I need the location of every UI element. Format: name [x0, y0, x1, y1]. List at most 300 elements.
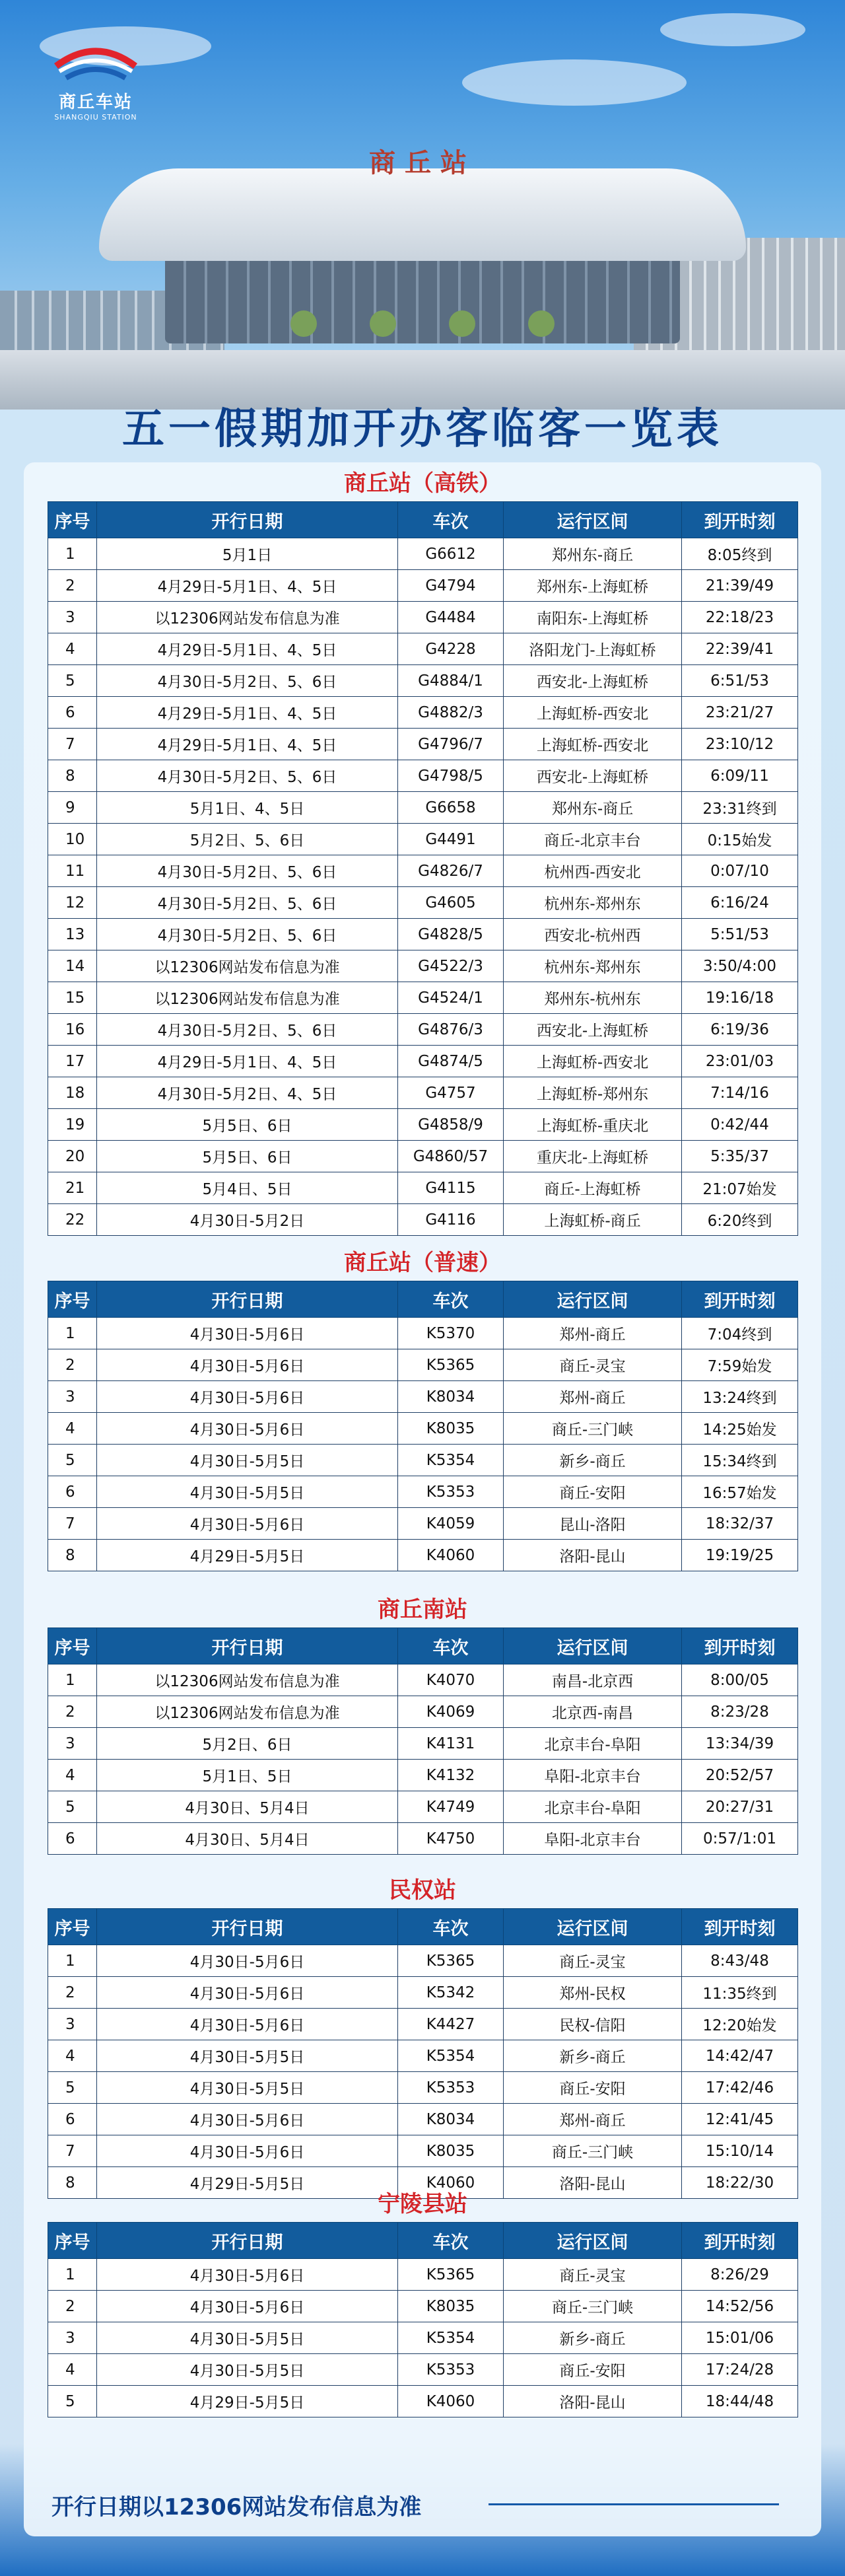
table-cell: K4070	[398, 1664, 504, 1696]
table-cell: 4月30日、5月4日	[97, 1823, 398, 1855]
table-cell: 北京丰台-阜阳	[504, 1728, 682, 1760]
table-row	[48, 1445, 798, 1476]
table-cell: 上海虹桥-西安北	[504, 697, 682, 729]
table-cell: G4860/57	[398, 1141, 504, 1172]
table-cell: G4826/7	[398, 855, 504, 887]
table-cell: 洛阳-昆山	[504, 1540, 682, 1571]
table-row	[48, 2386, 798, 2417]
table-row	[48, 1381, 798, 1413]
table-cell: 4月29日-5月5日	[97, 2167, 398, 2199]
table-cell: 4月29日-5月5日	[97, 1540, 398, 1571]
table-cell: 南昌-北京西	[504, 1664, 682, 1696]
table-cell: 民权-信阳	[504, 2009, 682, 2040]
table-cell: 4月30日-5月6日	[97, 1349, 398, 1381]
table-cell: 4月30日-5月6日	[97, 2291, 398, 2322]
schedule-table	[48, 1628, 798, 1855]
column-header: 运行区间	[504, 1281, 682, 1318]
table-cell: 商丘-安阳	[504, 2072, 682, 2104]
table-row	[48, 570, 798, 602]
table-row	[48, 2259, 798, 2291]
table-cell: 1	[48, 538, 97, 570]
table-cell: 4月30日-5月6日	[97, 1977, 398, 2009]
table-row	[48, 1791, 798, 1823]
table-cell: 2	[48, 1696, 97, 1728]
table-cell: 4月30日-5月2日、5、6日	[97, 919, 398, 950]
table-cell: 18	[48, 1077, 97, 1109]
table-cell: 4月30日-5月6日	[97, 2135, 398, 2167]
table-cell: G4876/3	[398, 1014, 504, 1046]
table-cell: 北京西-南昌	[504, 1696, 682, 1728]
table-row	[48, 1664, 798, 1696]
table-cell: G4115	[398, 1172, 504, 1204]
table-cell: 23:31终到	[682, 792, 798, 824]
table-cell: 郑州-商丘	[504, 1318, 682, 1349]
table-cell: 郑州东-商丘	[504, 792, 682, 824]
table-cell: K4427	[398, 2009, 504, 2040]
table-cell: 20	[48, 1141, 97, 1172]
table-cell: 上海虹桥-商丘	[504, 1204, 682, 1236]
table-cell: 11	[48, 855, 97, 887]
table-cell: 北京丰台-阜阳	[504, 1791, 682, 1823]
table-cell: 4月30日-5月6日	[97, 2104, 398, 2135]
column-header: 开行日期	[97, 2223, 398, 2259]
column-header: 车次	[398, 502, 504, 538]
table-row	[48, 1413, 798, 1445]
column-header: 开行日期	[97, 502, 398, 538]
table-cell: 10	[48, 824, 97, 855]
table-cell: 5	[48, 2072, 97, 2104]
tree	[290, 310, 317, 337]
table-cell: 3	[48, 1728, 97, 1760]
table-cell: K4069	[398, 1696, 504, 1728]
column-header: 到开时刻	[682, 1628, 798, 1664]
table-cell: 3	[48, 2322, 97, 2354]
table-cell: 0:42/44	[682, 1109, 798, 1141]
table-header-row	[48, 1909, 798, 1945]
table-cell: 商丘-上海虹桥	[504, 1172, 682, 1204]
column-header: 运行区间	[504, 1628, 682, 1664]
table-cell: K5353	[398, 2072, 504, 2104]
table-cell: 上海虹桥-西安北	[504, 1046, 682, 1077]
table-cell: 12:41/45	[682, 2104, 798, 2135]
table-cell: 6:09/11	[682, 760, 798, 792]
cloud	[462, 59, 687, 106]
tree	[528, 310, 555, 337]
table-row	[48, 1508, 798, 1540]
table-cell: 6	[48, 697, 97, 729]
table-row	[48, 1204, 798, 1236]
table-cell: 22	[48, 1204, 97, 1236]
table-cell: 郑州东-杭州东	[504, 982, 682, 1014]
table-row	[48, 950, 798, 982]
table-cell: 4月29日-5月1日、4、5日	[97, 570, 398, 602]
table-cell: 7	[48, 2135, 97, 2167]
table-cell: 郑州东-上海虹桥	[504, 570, 682, 602]
table-cell: 4	[48, 2040, 97, 2072]
table-cell: K8034	[398, 2104, 504, 2135]
table-cell: K5354	[398, 2322, 504, 2354]
table-cell: 21:39/49	[682, 570, 798, 602]
table-cell: K5353	[398, 2354, 504, 2386]
column-header: 到开时刻	[682, 1909, 798, 1945]
table-cell: 5月2日、6日	[97, 1728, 398, 1760]
table-cell: 5:35/37	[682, 1141, 798, 1172]
section-minquan	[48, 1873, 797, 2199]
column-header: 到开时刻	[682, 1281, 798, 1318]
table-cell: K4749	[398, 1791, 504, 1823]
table-cell: 23:21/27	[682, 697, 798, 729]
table-cell: 4月30日-5月6日	[97, 1413, 398, 1445]
table-row	[48, 982, 798, 1014]
table-cell: 4月30日-5月5日	[97, 2354, 398, 2386]
table-cell: K4060	[398, 2167, 504, 2199]
table-row	[48, 2104, 798, 2135]
table-cell: 5月1日	[97, 538, 398, 570]
column-header: 到开时刻	[682, 502, 798, 538]
table-cell: 商丘-灵宝	[504, 1945, 682, 1977]
table-cell: 上海虹桥-郑州东	[504, 1077, 682, 1109]
table-cell: G6658	[398, 792, 504, 824]
table-row	[48, 2072, 798, 2104]
section-gaotie	[48, 466, 797, 1236]
table-cell: 5月2日、5、6日	[97, 824, 398, 855]
table-cell: 商丘-灵宝	[504, 2259, 682, 2291]
table-cell: 8:43/48	[682, 1945, 798, 1977]
table-cell: 南阳东-上海虹桥	[504, 602, 682, 633]
table-cell: 17	[48, 1046, 97, 1077]
schedule-table	[48, 501, 798, 1236]
table-header-row	[48, 502, 798, 538]
table-cell: 6:51/53	[682, 665, 798, 697]
table-cell: K4131	[398, 1728, 504, 1760]
table-row	[48, 1696, 798, 1728]
table-cell: 4月30日-5月2日、5、6日	[97, 855, 398, 887]
table-cell: 商丘-安阳	[504, 2354, 682, 2386]
table-cell: 4月30日-5月2日、4、5日	[97, 1077, 398, 1109]
table-cell: 郑州-商丘	[504, 2104, 682, 2135]
table-row	[48, 919, 798, 950]
column-header: 序号	[48, 2223, 97, 2259]
table-cell: 洛阳-昆山	[504, 2386, 682, 2417]
logo-name-en: SHANGQIU STATION	[54, 113, 137, 122]
table-cell: 8	[48, 2167, 97, 2199]
table-cell: 4月30日-5月2日、5、6日	[97, 1014, 398, 1046]
table-cell: 7:14/16	[682, 1077, 798, 1109]
table-cell: 以12306网站发布信息为准	[97, 950, 398, 982]
table-cell: 3	[48, 602, 97, 633]
table-row	[48, 1014, 798, 1046]
table-row	[48, 1977, 798, 2009]
section-title: 商丘南站	[378, 1596, 467, 1623]
table-row	[48, 1945, 798, 1977]
table-cell: 西安北-杭州西	[504, 919, 682, 950]
table-cell: G4524/1	[398, 982, 504, 1014]
table-row	[48, 1318, 798, 1349]
table-cell: K4132	[398, 1760, 504, 1791]
column-header: 序号	[48, 1909, 97, 1945]
table-cell: 0:15始发	[682, 824, 798, 855]
table-cell: 昆山-洛阳	[504, 1508, 682, 1540]
table-row	[48, 1172, 798, 1204]
table-cell: 8	[48, 1540, 97, 1571]
table-cell: 商丘-北京丰台	[504, 824, 682, 855]
table-row	[48, 697, 798, 729]
table-row	[48, 729, 798, 760]
table-row	[48, 760, 798, 792]
table-row	[48, 1046, 798, 1077]
column-header: 序号	[48, 1628, 97, 1664]
table-cell: 15:10/14	[682, 2135, 798, 2167]
schedule-table	[48, 1908, 798, 2199]
table-cell: 上海虹桥-重庆北	[504, 1109, 682, 1141]
table-cell: 5	[48, 1445, 97, 1476]
cloud	[660, 13, 805, 46]
table-cell: 西安北-上海虹桥	[504, 760, 682, 792]
table-cell: 重庆北-上海虹桥	[504, 1141, 682, 1172]
table-cell: 13:34/39	[682, 1728, 798, 1760]
column-header: 车次	[398, 1628, 504, 1664]
section-title: 商丘站（普速）	[344, 1250, 501, 1276]
table-cell: 7	[48, 1508, 97, 1540]
table-cell: 商丘-安阳	[504, 1476, 682, 1508]
table-cell: 14:52/56	[682, 2291, 798, 2322]
table-row	[48, 2291, 798, 2322]
section-shangqiu-nan	[48, 1592, 797, 1855]
table-cell: K5354	[398, 1445, 504, 1476]
table-cell: K5365	[398, 1945, 504, 1977]
table-row	[48, 633, 798, 665]
table-row	[48, 2040, 798, 2072]
table-row	[48, 855, 798, 887]
table-cell: K5353	[398, 1476, 504, 1508]
table-cell: 0:57/1:01	[682, 1823, 798, 1855]
column-header: 运行区间	[504, 502, 682, 538]
table-cell: 郑州-商丘	[504, 1381, 682, 1413]
table-cell: 新乡-商丘	[504, 1445, 682, 1476]
table-cell: 8:26/29	[682, 2259, 798, 2291]
table-cell: 5月1日、4、5日	[97, 792, 398, 824]
table-cell: K5365	[398, 1349, 504, 1381]
table-cell: K4060	[398, 1540, 504, 1571]
table-cell: 17:24/28	[682, 2354, 798, 2386]
table-cell: K4059	[398, 1508, 504, 1540]
table-cell: 4月29日-5月1日、4、5日	[97, 729, 398, 760]
railway-logo-icon	[50, 40, 142, 86]
building-roof	[99, 168, 746, 261]
table-cell: 3:50/4:00	[682, 950, 798, 982]
table-row	[48, 792, 798, 824]
table-cell: 4月30日、5月4日	[97, 1791, 398, 1823]
table-cell: 新乡-商丘	[504, 2040, 682, 2072]
table-cell: 西安北-上海虹桥	[504, 1014, 682, 1046]
table-cell: 5	[48, 1791, 97, 1823]
table-cell: G4796/7	[398, 729, 504, 760]
table-cell: 22:18/23	[682, 602, 798, 633]
station-sign: 商丘站	[369, 147, 476, 178]
table-cell: 以12306网站发布信息为准	[97, 602, 398, 633]
table-cell: K5365	[398, 2259, 504, 2291]
table-cell: G4484	[398, 602, 504, 633]
table-cell: G4874/5	[398, 1046, 504, 1077]
table-cell: 8	[48, 760, 97, 792]
table-cell: 4月30日-5月5日	[97, 2040, 398, 2072]
table-cell: 2	[48, 570, 97, 602]
table-cell: 18:44/48	[682, 2386, 798, 2417]
column-header: 车次	[398, 1909, 504, 1945]
table-cell: 阜阳-北京丰台	[504, 1760, 682, 1791]
table-cell: 18:22/30	[682, 2167, 798, 2199]
table-cell: 21:07始发	[682, 1172, 798, 1204]
table-cell: 4月30日-5月5日	[97, 1476, 398, 1508]
table-cell: 4月30日-5月5日	[97, 2322, 398, 2354]
table-cell: 15:01/06	[682, 2322, 798, 2354]
section-title: 宁陵县站	[378, 2191, 467, 2217]
table-cell: 4月30日-5月6日	[97, 2259, 398, 2291]
table-cell: 14:25始发	[682, 1413, 798, 1445]
table-cell: 5月5日、6日	[97, 1141, 398, 1172]
table-row	[48, 1476, 798, 1508]
table-cell: 19	[48, 1109, 97, 1141]
table-cell: 7:59始发	[682, 1349, 798, 1381]
table-cell: 19:16/18	[682, 982, 798, 1014]
table-cell: K5354	[398, 2040, 504, 2072]
table-cell: 7	[48, 729, 97, 760]
table-cell: K5370	[398, 1318, 504, 1349]
table-row	[48, 824, 798, 855]
table-cell: 5	[48, 2386, 97, 2417]
table-cell: 21	[48, 1172, 97, 1204]
table-cell: 8:00/05	[682, 1664, 798, 1696]
table-row	[48, 1077, 798, 1109]
table-row	[48, 665, 798, 697]
section-title: 民权站	[389, 1877, 456, 1904]
table-cell: 4月30日-5月6日	[97, 1508, 398, 1540]
table-cell: 4月30日-5月6日	[97, 1318, 398, 1349]
table-cell: 4	[48, 633, 97, 665]
column-header: 到开时刻	[682, 2223, 798, 2259]
table-cell: 商丘-灵宝	[504, 1349, 682, 1381]
table-cell: 4月30日-5月2日、5、6日	[97, 665, 398, 697]
tree	[370, 310, 396, 337]
table-cell: 22:39/41	[682, 633, 798, 665]
table-cell: 14:42/47	[682, 2040, 798, 2072]
footer-divider	[489, 2503, 779, 2505]
table-cell: 4月29日-5月1日、4、5日	[97, 697, 398, 729]
table-cell: 商丘-三门峡	[504, 2291, 682, 2322]
table-cell: 4月30日-5月6日	[97, 1381, 398, 1413]
table-cell: G4757	[398, 1077, 504, 1109]
table-cell: 洛阳龙门-上海虹桥	[504, 633, 682, 665]
table-cell: G4884/1	[398, 665, 504, 697]
table-cell: 6	[48, 1823, 97, 1855]
table-cell: 5:51/53	[682, 919, 798, 950]
table-row	[48, 1109, 798, 1141]
table-cell: K4060	[398, 2386, 504, 2417]
table-cell: G4882/3	[398, 697, 504, 729]
table-cell: 阜阳-北京丰台	[504, 1823, 682, 1855]
table-cell: G4794	[398, 570, 504, 602]
table-cell: 6:19/36	[682, 1014, 798, 1046]
table-cell: 以12306网站发布信息为准	[97, 1664, 398, 1696]
table-cell: 2	[48, 2291, 97, 2322]
table-cell: 7:04终到	[682, 1318, 798, 1349]
table-cell: 杭州东-郑州东	[504, 887, 682, 919]
table-cell: 18:32/37	[682, 1508, 798, 1540]
table-row	[48, 2135, 798, 2167]
table-cell: 23:01/03	[682, 1046, 798, 1077]
table-cell: 4	[48, 1760, 97, 1791]
table-cell: 13:24终到	[682, 1381, 798, 1413]
table-cell: 以12306网站发布信息为准	[97, 982, 398, 1014]
table-cell: 1	[48, 1664, 97, 1696]
table-cell: 以12306网站发布信息为准	[97, 1696, 398, 1728]
table-cell: 5月5日、6日	[97, 1109, 398, 1141]
table-cell: G4828/5	[398, 919, 504, 950]
hero-photo	[0, 0, 845, 410]
table-cell: 4	[48, 1413, 97, 1445]
schedule-table	[48, 2222, 798, 2417]
table-cell: 4月30日-5月6日	[97, 2009, 398, 2040]
table-cell: G4116	[398, 1204, 504, 1236]
section-pusu	[48, 1245, 797, 1571]
table-cell: 5	[48, 665, 97, 697]
table-cell: G6612	[398, 538, 504, 570]
table-cell: 19:19/25	[682, 1540, 798, 1571]
table-cell: G4858/9	[398, 1109, 504, 1141]
table-cell: 6:16/24	[682, 887, 798, 919]
table-cell: K8034	[398, 1381, 504, 1413]
table-cell: 1	[48, 2259, 97, 2291]
section-title: 商丘站（高铁）	[344, 470, 501, 497]
table-cell: 15:34终到	[682, 1445, 798, 1476]
table-cell: 16:57始发	[682, 1476, 798, 1508]
table-cell: 9	[48, 792, 97, 824]
table-cell: 杭州东-郑州东	[504, 950, 682, 982]
table-cell: 4月30日-5月5日	[97, 1445, 398, 1476]
table-cell: 16	[48, 1014, 97, 1046]
table-cell: 4月29日-5月1日、4、5日	[97, 1046, 398, 1077]
table-header-row	[48, 2223, 798, 2259]
table-cell: 上海虹桥-西安北	[504, 729, 682, 760]
table-row	[48, 2322, 798, 2354]
table-cell: 8:23/28	[682, 1696, 798, 1728]
table-cell: 12	[48, 887, 97, 919]
table-row	[48, 1728, 798, 1760]
table-cell: 15	[48, 982, 97, 1014]
table-row	[48, 602, 798, 633]
table-cell: G4228	[398, 633, 504, 665]
table-row	[48, 1823, 798, 1855]
table-row	[48, 2009, 798, 2040]
table-cell: G4522/3	[398, 950, 504, 982]
table-cell: 商丘-三门峡	[504, 1413, 682, 1445]
schedule-table	[48, 1281, 798, 1571]
table-cell: 1	[48, 1945, 97, 1977]
column-header: 车次	[398, 1281, 504, 1318]
table-cell: K4750	[398, 1823, 504, 1855]
table-cell: 4	[48, 2354, 97, 2386]
table-row	[48, 1141, 798, 1172]
column-header: 序号	[48, 1281, 97, 1318]
table-cell: 6	[48, 1476, 97, 1508]
table-cell: G4491	[398, 824, 504, 855]
table-row	[48, 1760, 798, 1791]
table-cell: 2	[48, 1977, 97, 2009]
table-cell: 1	[48, 1318, 97, 1349]
table-cell: K8035	[398, 2135, 504, 2167]
table-cell: 6:20终到	[682, 1204, 798, 1236]
table-cell: 3	[48, 1381, 97, 1413]
